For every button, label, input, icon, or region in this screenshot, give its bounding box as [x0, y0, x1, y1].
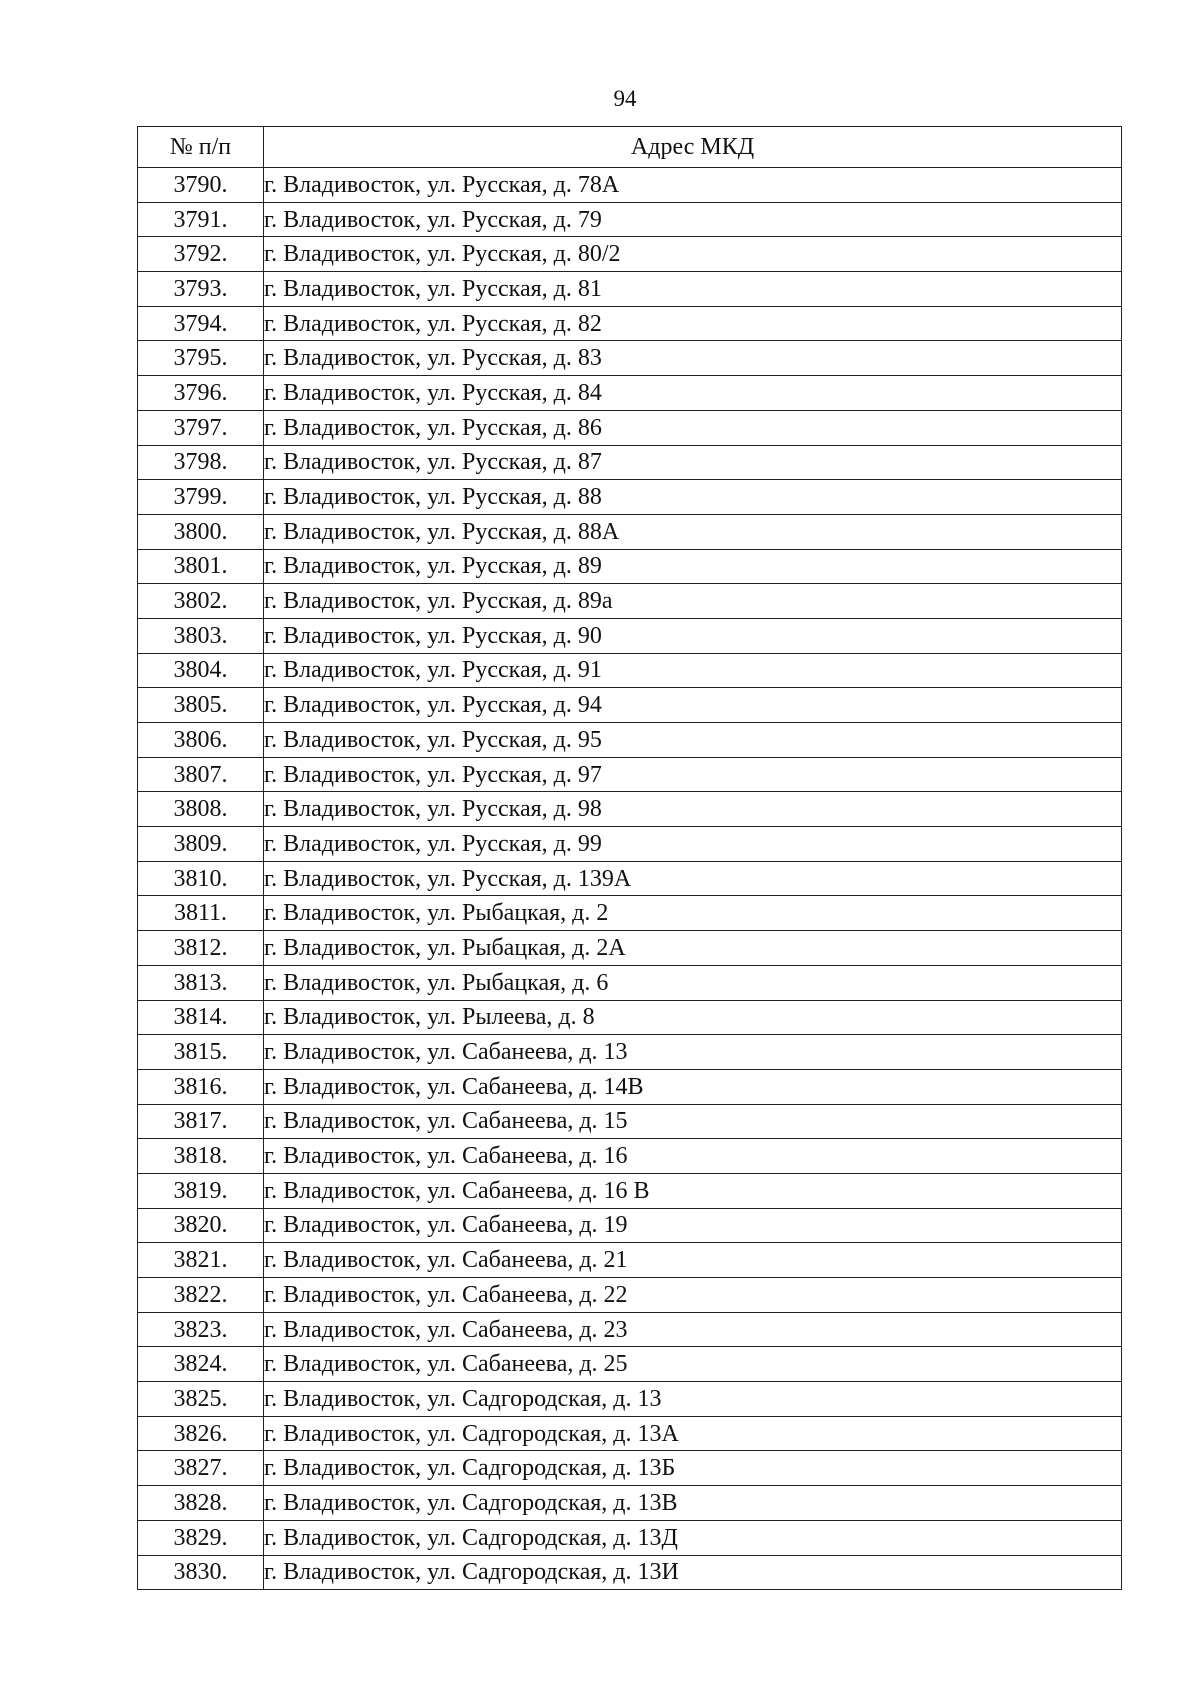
table-row: [138, 202, 1122, 237]
row-address: г. Владивосток, ул. Сабанеева, д. 25: [264, 1347, 1122, 1382]
table-row: [138, 1382, 1122, 1417]
row-number: 3810.: [138, 861, 264, 896]
row-number: 3827.: [138, 1451, 264, 1486]
row-address: г. Владивосток, ул. Рылеева, д. 8: [264, 1000, 1122, 1035]
row-address: г. Владивосток, ул. Русская, д. 91: [264, 653, 1122, 688]
row-address: г. Владивосток, ул. Садгородская, д. 13А: [264, 1416, 1122, 1451]
table-row: [138, 480, 1122, 515]
row-address: г. Владивосток, ул. Русская, д. 99: [264, 827, 1122, 862]
row-number: 3804.: [138, 653, 264, 688]
row-number: 3817.: [138, 1104, 264, 1139]
table-row: [138, 1312, 1122, 1347]
table-row: [138, 1035, 1122, 1070]
row-address: г. Владивосток, ул. Садгородская, д. 13: [264, 1382, 1122, 1417]
row-address: г. Владивосток, ул. Садгородская, д. 13В: [264, 1486, 1122, 1521]
row-address: г. Владивосток, ул. Русская, д. 98: [264, 792, 1122, 827]
table-row: [138, 827, 1122, 862]
table-row: [138, 757, 1122, 792]
table-row: [138, 445, 1122, 480]
row-number: 3806.: [138, 723, 264, 758]
row-address: г. Владивосток, ул. Русская, д. 89а: [264, 584, 1122, 619]
row-number: 3790.: [138, 168, 264, 203]
table-row: [138, 1278, 1122, 1313]
row-number: 3825.: [138, 1382, 264, 1417]
row-number: 3805.: [138, 688, 264, 723]
row-address: г. Владивосток, ул. Сабанеева, д. 16: [264, 1139, 1122, 1174]
row-address: г. Владивосток, ул. Сабанеева, д. 22: [264, 1278, 1122, 1313]
header-row: [138, 127, 1122, 168]
row-number: 3795.: [138, 341, 264, 376]
table-row: [138, 688, 1122, 723]
row-address: г. Владивосток, ул. Сабанеева, д. 14В: [264, 1069, 1122, 1104]
row-number: 3807.: [138, 757, 264, 792]
row-number: 3801.: [138, 549, 264, 584]
header-address: Адрес МКД: [264, 127, 1122, 168]
row-number: 3826.: [138, 1416, 264, 1451]
row-address: г. Владивосток, ул. Русская, д. 94: [264, 688, 1122, 723]
row-number: 3792.: [138, 237, 264, 272]
row-address: г. Владивосток, ул. Русская, д. 84: [264, 376, 1122, 411]
table-row: [138, 376, 1122, 411]
row-address: г. Владивосток, ул. Русская, д. 88А: [264, 514, 1122, 549]
row-number: 3829.: [138, 1520, 264, 1555]
address-table: [137, 126, 1122, 1590]
row-number: 3800.: [138, 514, 264, 549]
row-address: г. Владивосток, ул. Садгородская, д. 13Д: [264, 1520, 1122, 1555]
row-address: г. Владивосток, ул. Русская, д. 139А: [264, 861, 1122, 896]
table-row: [138, 618, 1122, 653]
table-row: [138, 723, 1122, 758]
table-row: [138, 410, 1122, 445]
table-row: [138, 1520, 1122, 1555]
table-header: [138, 127, 1122, 168]
table-row: [138, 341, 1122, 376]
row-address: г. Владивосток, ул. Садгородская, д. 13Б: [264, 1451, 1122, 1486]
table-row: [138, 1243, 1122, 1278]
table-row: [138, 1000, 1122, 1035]
header-number: № п/п: [138, 127, 264, 168]
row-address: г. Владивосток, ул. Рыбацкая, д. 2: [264, 896, 1122, 931]
table-row: [138, 549, 1122, 584]
row-address: г. Владивосток, ул. Русская, д. 80/2: [264, 237, 1122, 272]
table-row: [138, 965, 1122, 1000]
row-address: г. Владивосток, ул. Садгородская, д. 13И: [264, 1555, 1122, 1590]
table-row: [138, 1208, 1122, 1243]
table-body: [138, 168, 1122, 1590]
row-address: г. Владивосток, ул. Сабанеева, д. 13: [264, 1035, 1122, 1070]
row-number: 3797.: [138, 410, 264, 445]
row-number: 3828.: [138, 1486, 264, 1521]
row-number: 3796.: [138, 376, 264, 411]
row-number: 3794.: [138, 306, 264, 341]
table-row: [138, 306, 1122, 341]
row-number: 3821.: [138, 1243, 264, 1278]
row-address: г. Владивосток, ул. Рыбацкая, д. 6: [264, 965, 1122, 1000]
row-address: г. Владивосток, ул. Сабанеева, д. 16 В: [264, 1173, 1122, 1208]
table-row: [138, 272, 1122, 307]
table-row: [138, 1451, 1122, 1486]
row-number: 3819.: [138, 1173, 264, 1208]
row-address: г. Владивосток, ул. Русская, д. 90: [264, 618, 1122, 653]
table-row: [138, 1347, 1122, 1382]
row-number: 3818.: [138, 1139, 264, 1174]
row-address: г. Владивосток, ул. Русская, д. 88: [264, 480, 1122, 515]
row-address: г. Владивосток, ул. Русская, д. 83: [264, 341, 1122, 376]
table-row: [138, 1139, 1122, 1174]
row-number: 3811.: [138, 896, 264, 931]
row-number: 3802.: [138, 584, 264, 619]
row-address: г. Владивосток, ул. Русская, д. 82: [264, 306, 1122, 341]
row-number: 3815.: [138, 1035, 264, 1070]
table-row: [138, 1416, 1122, 1451]
row-number: 3830.: [138, 1555, 264, 1590]
row-number: 3823.: [138, 1312, 264, 1347]
table-row: [138, 1173, 1122, 1208]
table-row: [138, 896, 1122, 931]
row-address: г. Владивосток, ул. Русская, д. 81: [264, 272, 1122, 307]
row-number: 3793.: [138, 272, 264, 307]
row-address: г. Владивосток, ул. Русская, д. 95: [264, 723, 1122, 758]
row-address: г. Владивосток, ул. Русская, д. 79: [264, 202, 1122, 237]
row-number: 3822.: [138, 1278, 264, 1313]
table-row: [138, 861, 1122, 896]
table-row: [138, 653, 1122, 688]
row-address: г. Владивосток, ул. Русская, д. 86: [264, 410, 1122, 445]
row-number: 3803.: [138, 618, 264, 653]
table-row: [138, 168, 1122, 203]
row-number: 3824.: [138, 1347, 264, 1382]
table-row: [138, 514, 1122, 549]
row-number: 3816.: [138, 1069, 264, 1104]
row-number: 3798.: [138, 445, 264, 480]
row-address: г. Владивосток, ул. Русская, д. 87: [264, 445, 1122, 480]
row-number: 3808.: [138, 792, 264, 827]
row-address: г. Владивосток, ул. Сабанеева, д. 23: [264, 1312, 1122, 1347]
row-address: г. Владивосток, ул. Сабанеева, д. 21: [264, 1243, 1122, 1278]
row-address: г. Владивосток, ул. Рыбацкая, д. 2А: [264, 931, 1122, 966]
row-number: 3820.: [138, 1208, 264, 1243]
row-number: 3813.: [138, 965, 264, 1000]
table-row: [138, 237, 1122, 272]
row-number: 3809.: [138, 827, 264, 862]
row-address: г. Владивосток, ул. Русская, д. 97: [264, 757, 1122, 792]
row-number: 3799.: [138, 480, 264, 515]
row-number: 3791.: [138, 202, 264, 237]
table-row: [138, 1069, 1122, 1104]
table-row: [138, 931, 1122, 966]
row-number: 3814.: [138, 1000, 264, 1035]
row-number: 3812.: [138, 931, 264, 966]
table-row: [138, 1486, 1122, 1521]
row-address: г. Владивосток, ул. Русская, д. 89: [264, 549, 1122, 584]
page-number: 94: [613, 86, 637, 111]
table-row: [138, 1555, 1122, 1590]
table-row: [138, 584, 1122, 619]
table-row: [138, 792, 1122, 827]
table-row: [138, 1104, 1122, 1139]
row-address: г. Владивосток, ул. Сабанеева, д. 15: [264, 1104, 1122, 1139]
row-address: г. Владивосток, ул. Сабанеева, д. 19: [264, 1208, 1122, 1243]
row-address: г. Владивосток, ул. Русская, д. 78А: [264, 168, 1122, 203]
